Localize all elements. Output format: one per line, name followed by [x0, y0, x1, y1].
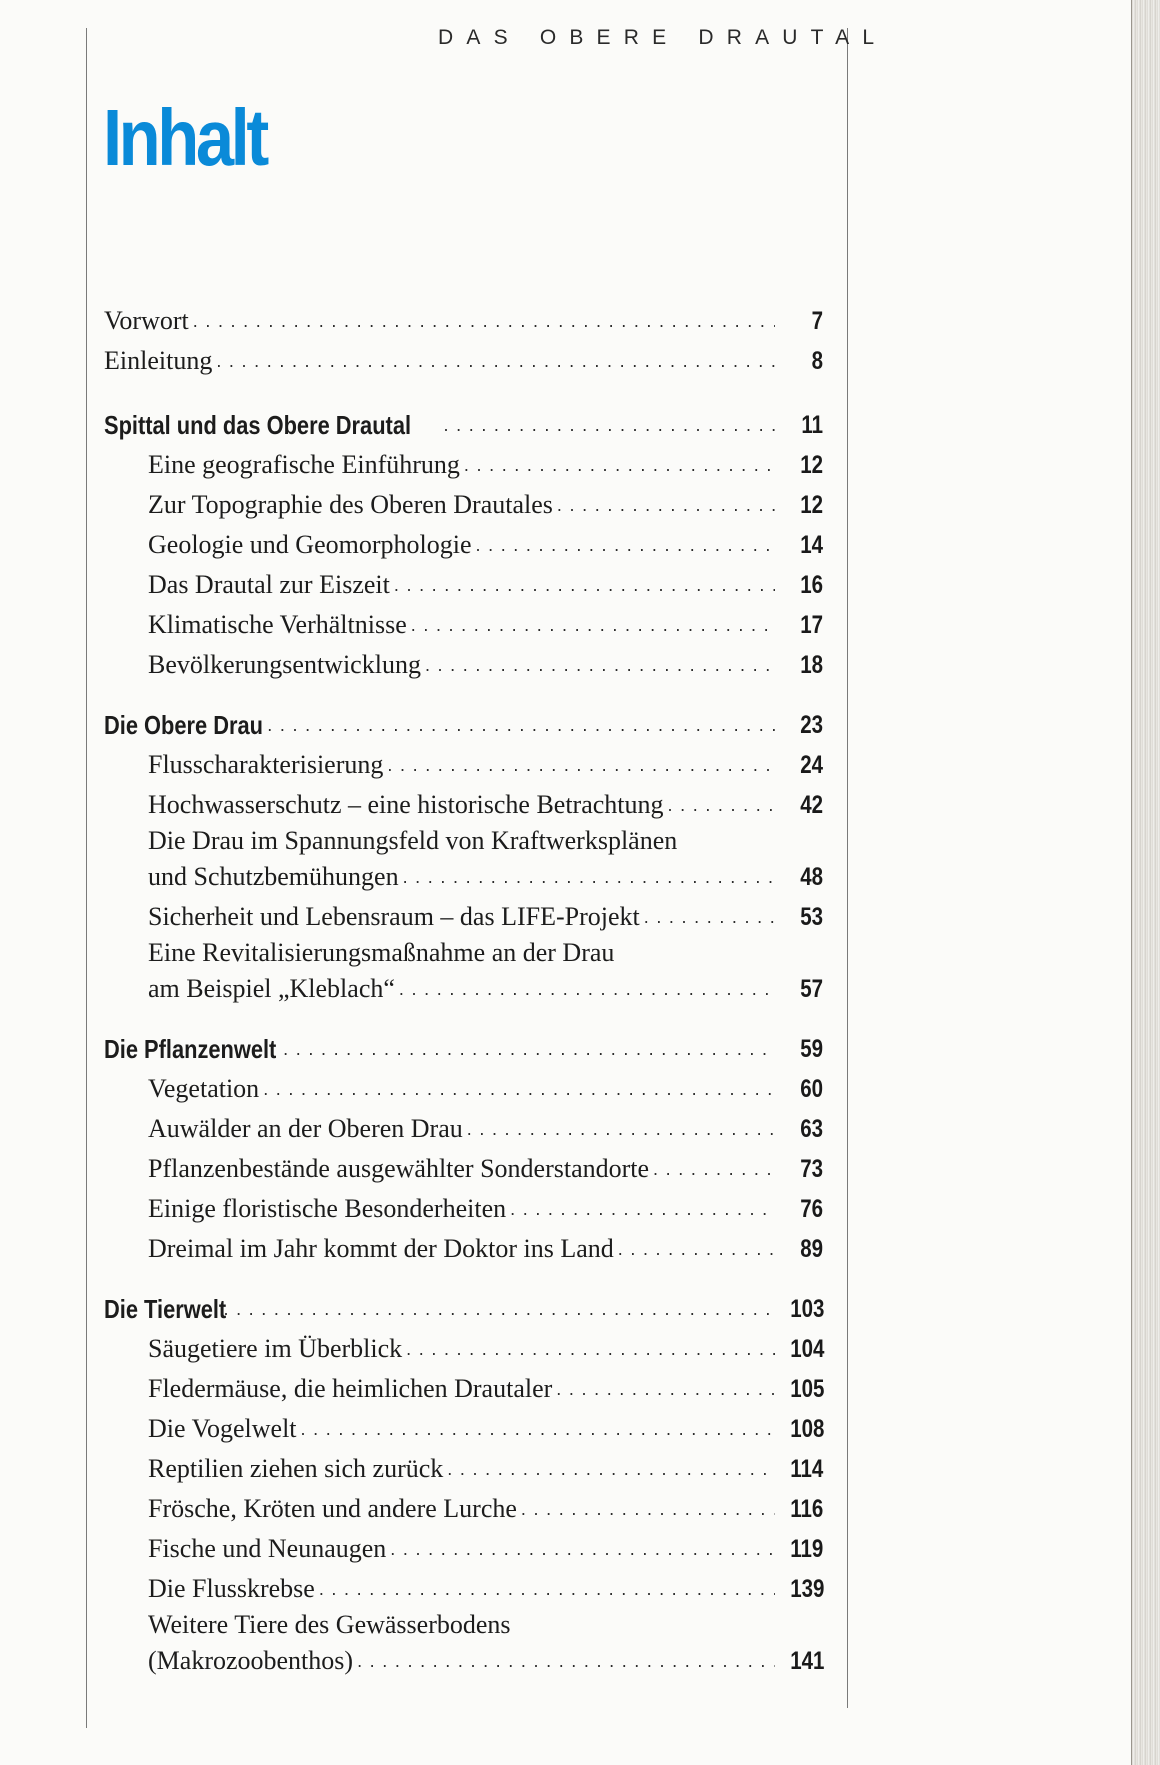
toc-page-number: 48 — [800, 863, 823, 891]
toc-entry[interactable] — [104, 605, 823, 645]
dot-leader — [297, 1407, 775, 1449]
dot-leader — [263, 703, 775, 745]
toc-entry-first-line: Eine Revitalisierungsmaßnahme an der Drau — [148, 938, 615, 967]
toc-entry-title: Frösche, Kröten und andere Lurche — [148, 1494, 517, 1523]
toc-page-number: 139 — [790, 1575, 825, 1603]
toc-entry[interactable] — [104, 745, 823, 785]
toc-entry[interactable] — [104, 1189, 823, 1229]
toc-chapter-pflanzenwelt[interactable] — [104, 1029, 823, 1069]
toc-chapter-title: Die Pflanzenwelt — [104, 1034, 277, 1064]
dot-leader — [259, 1067, 775, 1109]
dot-leader — [189, 299, 775, 341]
toc-entry[interactable] — [104, 1489, 823, 1529]
toc-entry[interactable] — [104, 525, 823, 565]
toc-entry-title: Vorwort — [104, 306, 189, 335]
toc-page-number: 12 — [800, 451, 823, 479]
toc-page-number: 8 — [811, 347, 823, 375]
dot-leader — [472, 523, 776, 565]
dot-leader — [506, 1187, 775, 1229]
dot-leader — [614, 1227, 775, 1269]
toc-page-number: 16 — [800, 571, 823, 599]
toc-chapter-tierwelt[interactable] — [104, 1289, 823, 1329]
toc-entry[interactable] — [104, 1109, 823, 1149]
toc-page-number: 89 — [800, 1235, 823, 1263]
toc-page-number: 18 — [800, 651, 823, 679]
toc-entry-title: Klimatische Verhältnisse — [148, 610, 407, 639]
toc-entry-title: Hochwasserschutz – eine historische Betrachtung — [148, 790, 664, 819]
toc-page-number: 42 — [800, 791, 823, 819]
toc-page-number: 24 — [800, 751, 823, 779]
toc-entry-title: Bevölkerungsentwicklung — [148, 650, 421, 679]
toc-entry[interactable] — [104, 1329, 823, 1369]
toc-page-number: 59 — [800, 1035, 823, 1063]
left-margin-rule — [86, 28, 87, 1728]
toc-entry-title: Einleitung — [104, 346, 213, 375]
dot-leader — [664, 783, 775, 825]
dot-leader — [315, 1567, 775, 1609]
toc-page-number: 11 — [801, 411, 823, 439]
toc-chapter-spittal[interactable] — [104, 405, 823, 445]
toc-entry[interactable] — [104, 1529, 823, 1569]
toc-page-number: 57 — [800, 975, 823, 1003]
toc-page-number: 76 — [800, 1195, 823, 1223]
toc-page-number: 114 — [790, 1455, 824, 1483]
dot-leader — [649, 1147, 775, 1189]
page-stack-edge — [1131, 0, 1160, 1765]
dot-leader — [407, 603, 775, 645]
toc-entry-title: und Schutzbemühungen — [148, 862, 399, 891]
toc-chapter-title: Die Obere Drau — [104, 710, 264, 740]
right-margin-rule — [847, 28, 848, 1708]
toc-page-number: 108 — [790, 1415, 825, 1443]
toc-entry-title: Eine geografische Einführung — [148, 450, 460, 479]
dot-leader — [460, 443, 775, 485]
toc-chapter-title: Spittal und das Obere Drautal — [104, 410, 412, 440]
toc-entry[interactable] — [104, 1409, 823, 1449]
toc-entry-title: Flusscharakterisierung — [148, 750, 384, 779]
toc-entry[interactable] — [104, 1069, 823, 1109]
toc-entry[interactable] — [104, 645, 823, 685]
toc-entry-title: Dreimal im Jahr kommt der Doktor ins Land — [148, 1234, 614, 1263]
toc-chapter-obere-drau[interactable] — [104, 705, 823, 745]
toc-page-number: 141 — [790, 1647, 825, 1675]
toc-page-number: 60 — [800, 1075, 823, 1103]
toc-page-number: 23 — [800, 711, 823, 739]
toc-entry-title: Vegetation — [148, 1074, 260, 1103]
toc-page-number: 73 — [800, 1155, 823, 1183]
dot-leader — [386, 1527, 775, 1569]
dot-leader — [212, 339, 775, 381]
dot-leader — [463, 1107, 775, 1149]
toc-page-number: 104 — [790, 1335, 825, 1363]
toc-entry[interactable] — [104, 485, 823, 525]
dot-leader — [552, 1367, 775, 1409]
toc-entry[interactable] — [104, 1229, 823, 1269]
toc-entry-first-line: Weitere Tiere des Gewässerbodens — [148, 1610, 511, 1639]
toc-entry-title: Geologie und Geomorphologie — [148, 530, 472, 559]
toc-entry-einleitung[interactable] — [104, 341, 823, 381]
dot-leader — [402, 1327, 775, 1369]
toc-page-number: 103 — [790, 1295, 825, 1323]
toc-page-number: 63 — [800, 1115, 823, 1143]
toc-entry-title: (Makrozoobenthos) — [148, 1646, 354, 1675]
dot-leader — [390, 563, 775, 605]
dot-leader — [219, 1287, 775, 1329]
toc-entry-title: Fische und Neunaugen — [148, 1534, 387, 1563]
toc-entry[interactable] — [104, 897, 823, 937]
toc-chapter-title: Die Tierwelt — [104, 1294, 227, 1324]
toc-entry[interactable] — [104, 857, 823, 897]
toc-entry-title: Einige floristische Besonderheiten — [148, 1194, 507, 1223]
dot-leader — [640, 895, 775, 937]
toc-entry[interactable] — [104, 1369, 823, 1409]
toc-entry[interactable] — [104, 1149, 823, 1189]
toc-entry[interactable] — [104, 1569, 823, 1609]
dot-leader — [279, 1027, 775, 1069]
toc-entry-title: Pflanzenbestände ausgewählter Sonderstandorte — [148, 1154, 650, 1183]
toc-entry[interactable] — [104, 565, 823, 605]
dot-leader — [399, 855, 775, 897]
toc-page-number: 17 — [800, 611, 823, 639]
running-head: DAS OBERE DRAUTAL — [438, 26, 888, 49]
toc-page-number: 7 — [811, 307, 823, 335]
toc-page-number: 53 — [800, 903, 823, 931]
toc-entry-vorwort[interactable] — [104, 301, 823, 341]
dot-leader — [395, 967, 775, 1009]
toc-entry[interactable] — [104, 785, 823, 825]
toc-entry[interactable] — [104, 1449, 823, 1489]
toc-entry[interactable] — [104, 445, 823, 485]
toc-entry-title: am Beispiel „Kleblach“ — [148, 974, 395, 1003]
dot-leader — [421, 643, 775, 685]
dot-leader — [440, 403, 775, 445]
dot-leader — [353, 1639, 775, 1681]
toc-entry-title: Auwälder an der Oberen Drau — [148, 1114, 463, 1143]
dot-leader — [517, 1487, 775, 1529]
toc-entry-title: Fledermäuse, die heimlichen Drautaler — [148, 1374, 553, 1403]
toc-page-number: 14 — [800, 531, 823, 559]
dot-leader — [383, 743, 775, 785]
toc-entry[interactable] — [104, 969, 823, 1009]
toc-entry-title: Sicherheit und Lebensraum – das LIFE-Projekt — [148, 902, 640, 931]
toc-entry-title: Das Drautal zur Eiszeit — [148, 570, 390, 599]
dot-leader — [553, 483, 775, 525]
toc-entry-title: Die Vogelwelt — [148, 1414, 297, 1443]
toc-entry-title: Zur Topographie des Oberen Drautales — [148, 490, 553, 519]
toc-page-number: 105 — [790, 1375, 825, 1403]
toc-page-number: 116 — [790, 1495, 824, 1523]
toc-entry-title: Säugetiere im Überblick — [148, 1334, 403, 1363]
toc-entry-title: Die Flusskrebse — [148, 1574, 315, 1603]
toc-page-number: 12 — [800, 491, 823, 519]
dot-leader — [443, 1447, 775, 1489]
toc-page-number: 119 — [790, 1535, 824, 1563]
toc-entry-title: Reptilien ziehen sich zurück — [148, 1454, 444, 1483]
page-title: Inhalt — [103, 93, 266, 182]
toc-entry-first-line: Die Drau im Spannungsfeld von Kraftwerksplänen — [148, 826, 678, 855]
toc-entry[interactable] — [104, 1641, 823, 1681]
table-of-contents — [104, 301, 823, 1681]
